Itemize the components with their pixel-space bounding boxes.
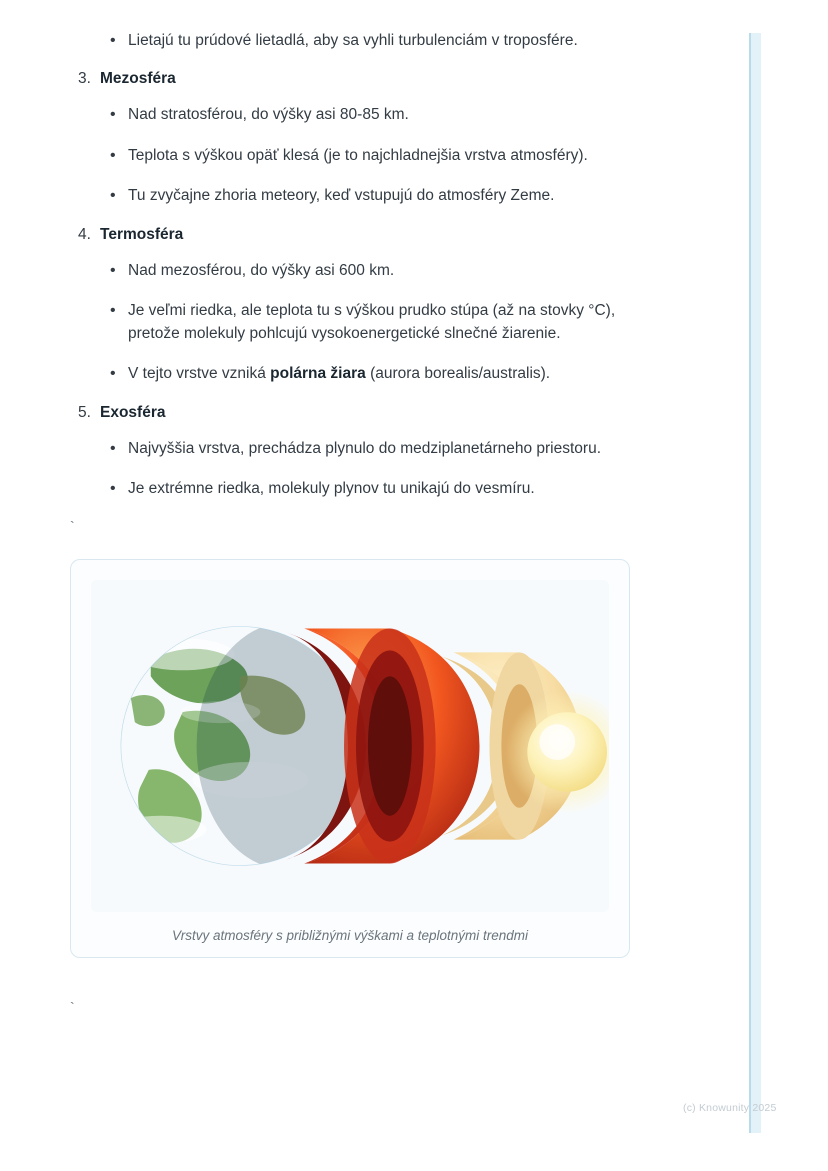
list-item: • Je extrémne riedka, molekuly plynov tu unikajú do vesmíru. xyxy=(104,478,664,500)
list-item: • Tu zvyčajne zhoria meteory, keď vstupujú do atmosféry Zeme. xyxy=(104,185,664,207)
list-item: • Lietajú tu prúdové lietadlá, aby sa vyhli turbulenciám v troposfére. xyxy=(104,30,664,52)
list-item: • Je veľmi riedka, ale teplota tu s výškou prudko stúpa (až na stovky °C), pretože molekuly pohlcujú vysokoenergetické slnečné žiarenie. xyxy=(104,300,664,345)
stray-backtick-top: ` xyxy=(70,517,75,534)
earth-cutaway-illustration xyxy=(91,580,609,912)
list-item-text-prefix: V tejto vrstve vzniká xyxy=(128,365,271,383)
bullets-mezosfera xyxy=(104,104,664,207)
intro-bullet-block xyxy=(104,30,664,52)
bullets-exosfera xyxy=(104,438,664,501)
footer-credit: (c) Knowunity 2025 xyxy=(683,1102,777,1114)
heading-label: Termosféra xyxy=(100,225,184,243)
globe-sphere xyxy=(115,622,376,869)
heading-number: 3. xyxy=(78,70,91,88)
heading-termosfera xyxy=(0,226,720,244)
heading-number: 4. xyxy=(78,225,91,243)
heading-exosfera xyxy=(0,404,720,422)
list-item: • Nad mezosférou, do výšky asi 600 km. xyxy=(104,260,664,282)
stray-backtick-bottom: ` xyxy=(70,998,75,1015)
list-item: • Teplota s výškou opäť klesá (je to najchladnejšia vrstva atmosféry). xyxy=(104,145,664,167)
figure-caption: Vrstvy atmosféry s približnými výškami a teplotnými trendmi xyxy=(171,927,529,943)
figure-card xyxy=(70,559,630,958)
list-item: • Najvyššia vrstva, prechádza plynulo do medziplanetárneho priestoru. xyxy=(104,438,664,460)
list-item-text-emphasis: polárna žiara xyxy=(270,365,366,383)
list-item: • Nad stratosférou, do výšky asi 80-85 km. xyxy=(104,104,664,126)
right-decorative-band-edge xyxy=(749,33,751,1133)
list-item-text-suffix: (aurora borealis/australis). xyxy=(365,365,551,383)
list-item xyxy=(104,363,664,385)
heading-label: Mezosféra xyxy=(100,70,176,88)
heading-mezosfera xyxy=(0,70,720,88)
heading-label: Exosféra xyxy=(100,403,166,421)
earth-cutaway-svg xyxy=(91,580,609,912)
heading-number: 5. xyxy=(78,403,91,421)
bullets-termosfera xyxy=(104,260,664,386)
